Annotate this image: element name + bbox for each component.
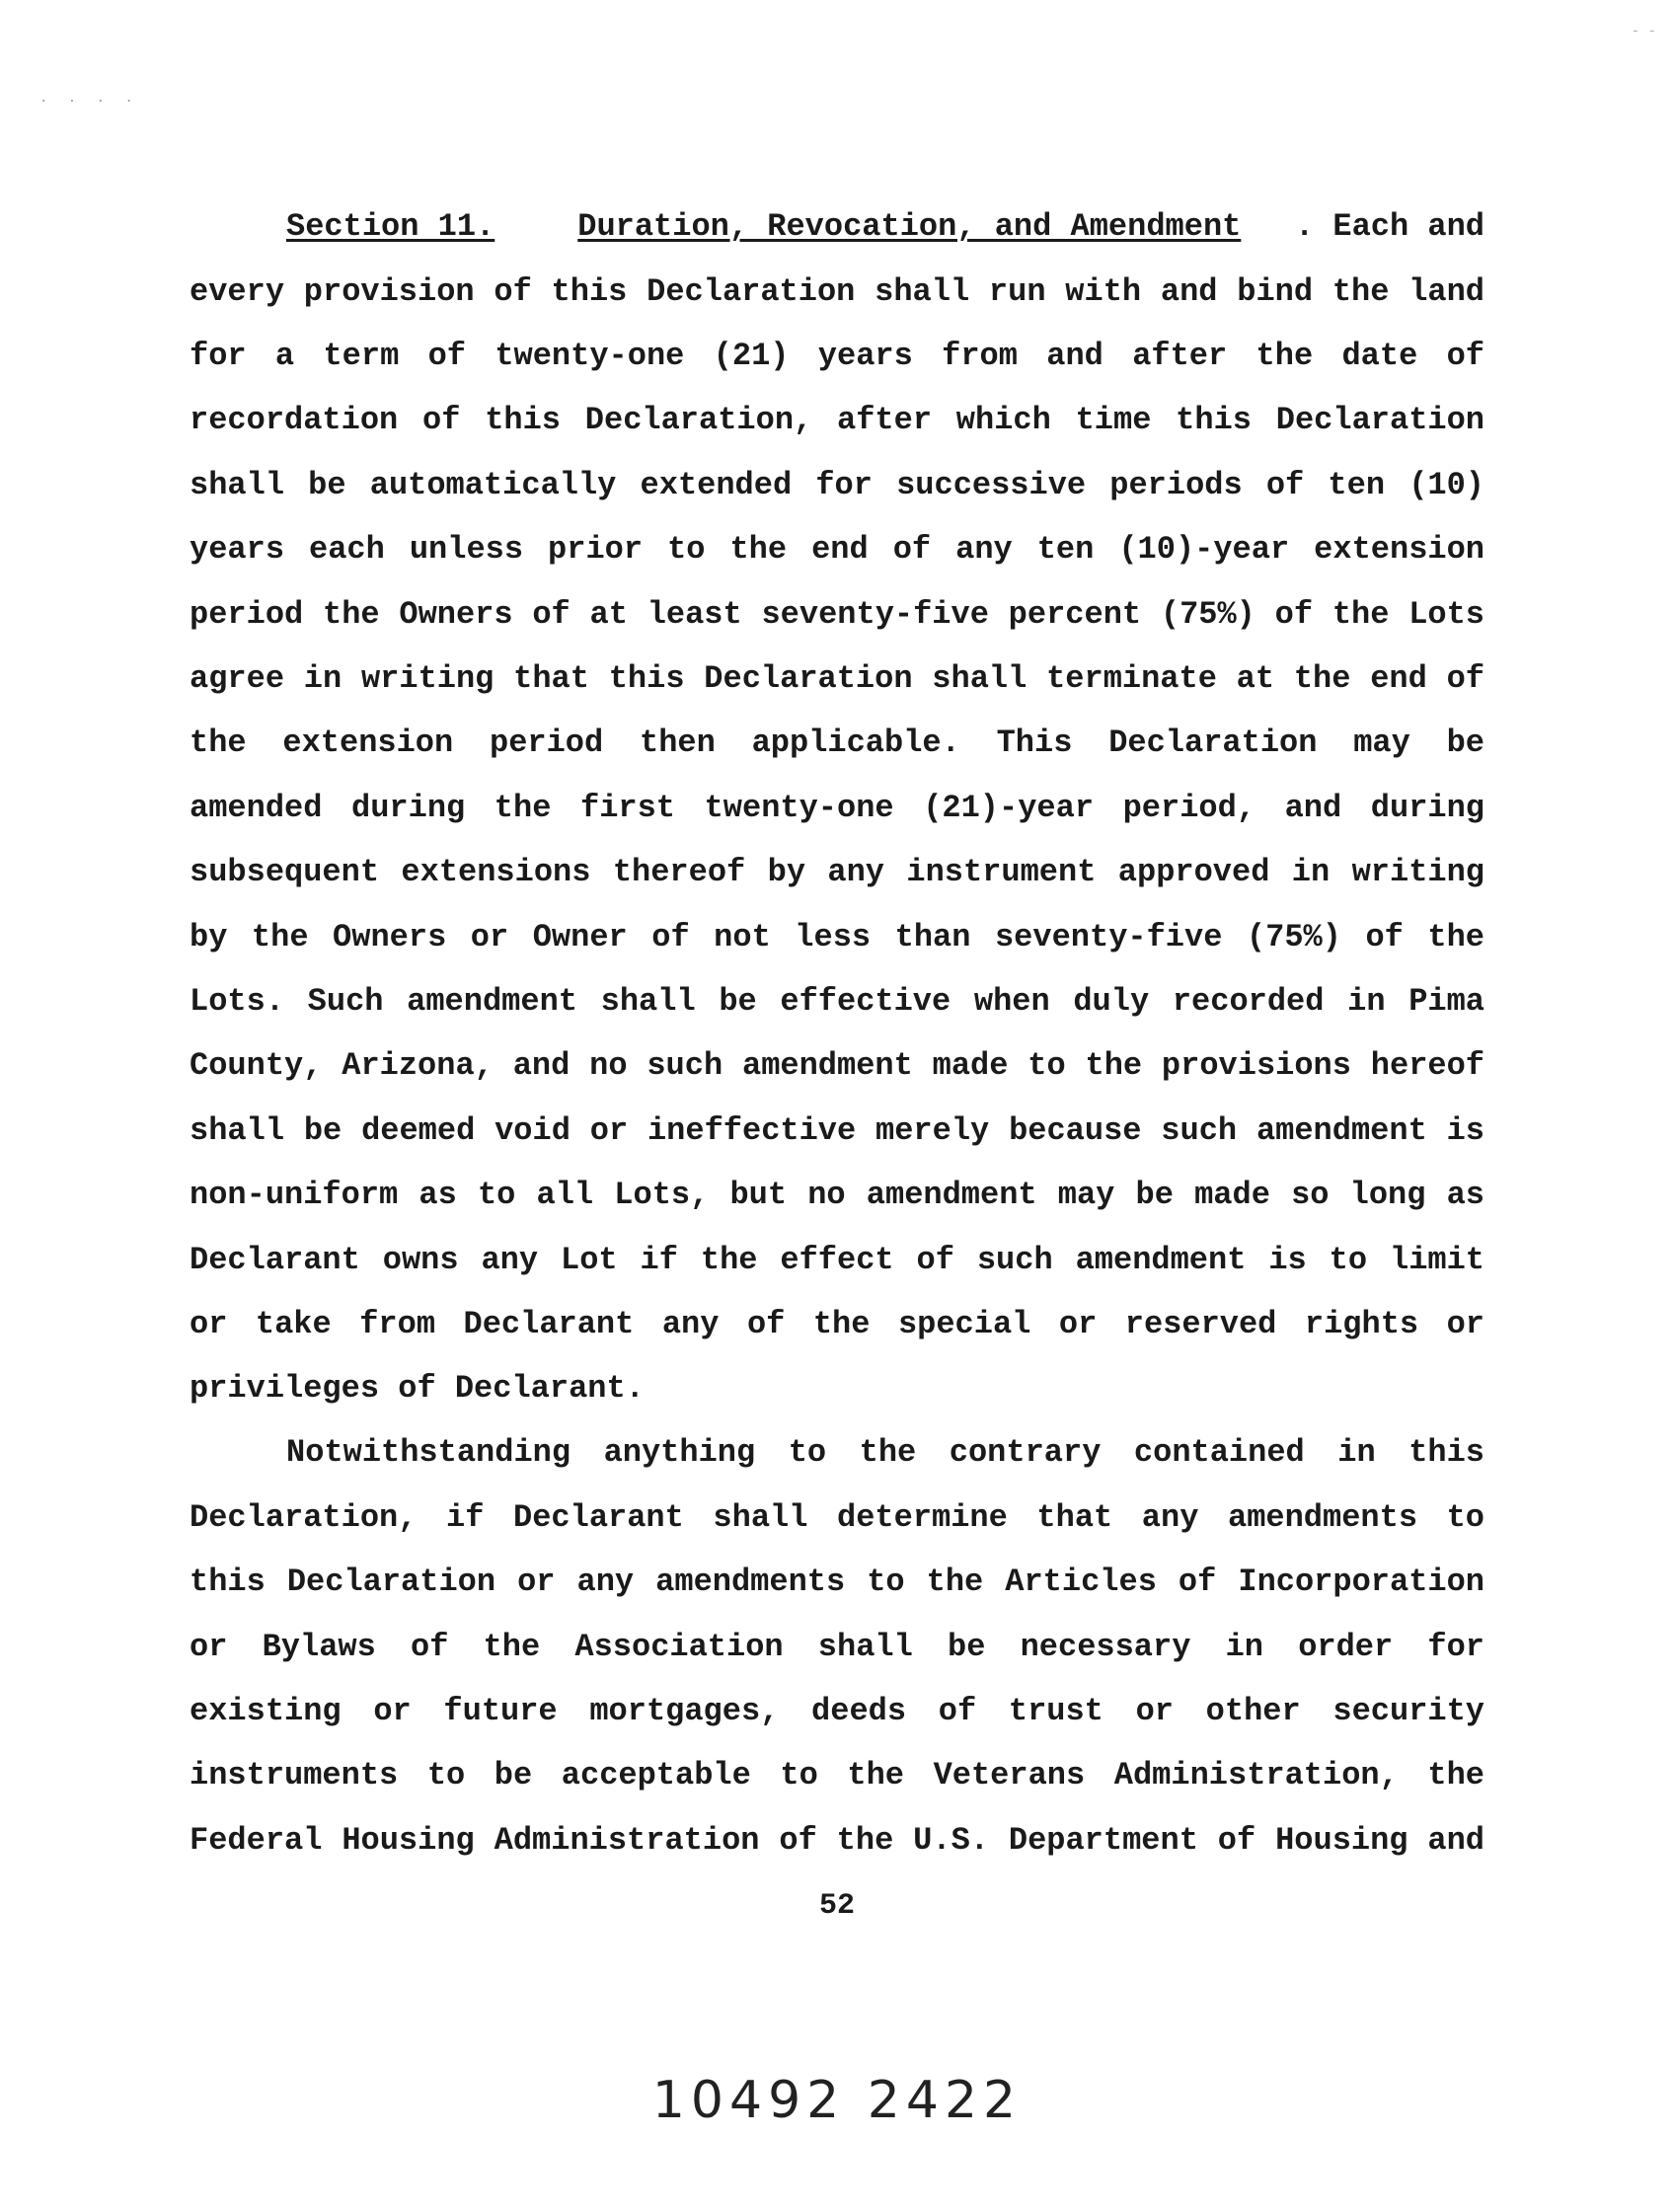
text-line: the extension period then applicable. This Declaration may be xyxy=(190,725,1484,761)
text-line: Declaration, if Declarant shall determine that any amendments to xyxy=(190,1499,1484,1536)
text-line: instruments to be acceptable to the Veterans Administration, the xyxy=(190,1757,1484,1793)
text-line: shall be deemed void or ineffective merely because such amendment is xyxy=(190,1112,1484,1149)
text-line: recordation of this Declaration, after which time this Declaration xyxy=(190,402,1484,438)
text-line: or Bylaws of the Association shall be necessary in order for xyxy=(190,1629,1484,1665)
text-line: Federal Housing Administration of the U.S. Department of Housing and xyxy=(190,1822,1484,1859)
section-first-line-rest: . Each and xyxy=(1294,208,1484,245)
text-line: years each unless prior to the end of any ten (10)-year extension xyxy=(190,531,1484,568)
text-line: for a term of twenty-one (21) years from and after the date of xyxy=(190,338,1484,374)
text-line: County, Arizona, and no such amendment made to the provisions hereof xyxy=(190,1047,1484,1084)
section-heading-line xyxy=(286,207,1484,247)
text-line: every provision of this Declaration shall run with and bind the land xyxy=(190,273,1484,310)
section-title: Duration, Revocation, and Amendment xyxy=(577,208,1242,245)
text-line: Lots. Such amendment shall be effective when duly recorded in Pima xyxy=(190,983,1484,1020)
scan-artifact: . . . . xyxy=(39,91,139,107)
text-line: non-uniform as to all Lots, but no amendment may be made so long as xyxy=(190,1177,1484,1213)
text-line: period the Owners of at least seventy-five percent (75%) of the Lots xyxy=(190,596,1484,633)
page-number: 52 xyxy=(818,1889,855,1923)
text-line: amended during the first twenty-one (21)-year period, and during xyxy=(190,790,1484,826)
text-line: existing or future mortgages, deeds of trust or other security xyxy=(190,1693,1484,1729)
recording-stamp-number: 10492 2422 xyxy=(651,2071,1023,2130)
text-line: by the Owners or Owner of not less than seventy-five (75%) of the xyxy=(190,919,1484,955)
text-line: Declarant owns any Lot if the effect of such amendment is to limit xyxy=(190,1242,1484,1278)
section-number: Section 11. xyxy=(286,208,495,245)
text-line: or take from Declarant any of the special or reserved rights or xyxy=(190,1306,1484,1342)
text-line: privileges of Declarant. xyxy=(190,1370,645,1407)
text-line: this Declaration or any amendments to the Articles of Incorporation xyxy=(190,1564,1484,1600)
text-line: subsequent extensions thereof by any instrument approved in writing xyxy=(190,854,1484,890)
scan-artifact-corner: - - xyxy=(1631,24,1656,39)
text-line: Notwithstanding anything to the contrary contained in this xyxy=(286,1434,1484,1471)
text-line: shall be automatically extended for successive periods of ten (10) xyxy=(190,467,1484,503)
text-line: agree in writing that this Declaration shall terminate at the end of xyxy=(190,660,1484,697)
